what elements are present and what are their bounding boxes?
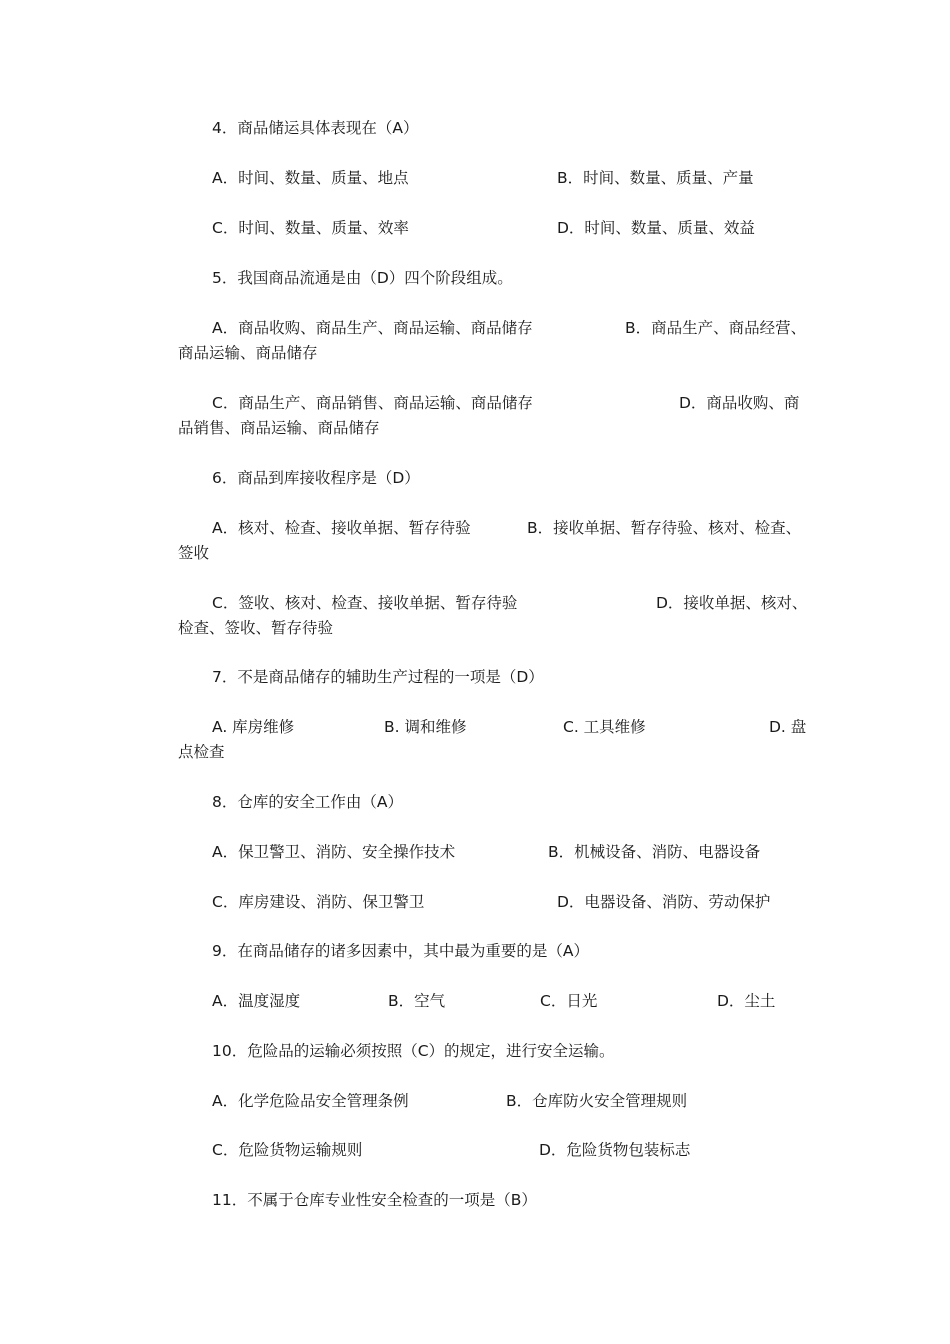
question-5-option-c: C．商品生产、商品销售、商品运输、商品储存 — [212, 394, 533, 412]
question-5-option-d-continued: 品销售、商品运输、商品储存 — [178, 419, 380, 437]
question-10-option-a: A．化学危险品安全管理条例 — [212, 1092, 409, 1110]
question-5-option-b-continued: 商品运输、商品储存 — [178, 344, 318, 362]
question-6-option-c: C．签收、核对、检查、接收单据、暂存待验 — [212, 594, 518, 612]
question-9-stem: 9．在商品储存的诸多因素中，其中最为重要的是（A） — [212, 942, 589, 960]
question-4-option-a: A．时间、数量、质量、地点 — [212, 169, 409, 187]
question-9-option-c: C．日光 — [540, 992, 598, 1010]
question-9-option-d: D．尘土 — [717, 992, 776, 1010]
question-8-option-d: D．电器设备、消防、劳动保护 — [557, 893, 771, 911]
question-7-option-d-continued: 点检查 — [178, 743, 225, 761]
question-11-stem: 11．不属于仓库专业性安全检查的一项是（B） — [212, 1191, 537, 1209]
question-5-stem: 5．我国商品流通是由（D）四个阶段组成。 — [212, 269, 513, 287]
question-5-option-a: A．商品收购、商品生产、商品运输、商品储存 — [212, 319, 533, 337]
question-8-option-c: C．库房建设、消防、保卫警卫 — [212, 893, 425, 911]
question-6-stem: 6．商品到库接收程序是（D） — [212, 469, 420, 487]
question-6-option-a: A．核对、检查、接收单据、暂存待验 — [212, 519, 471, 537]
question-4-stem: 4．商品储运具体表现在（A） — [212, 119, 419, 137]
question-4-option-c: C．时间、数量、质量、效率 — [212, 219, 409, 237]
question-9-option-b: B．空气 — [388, 992, 446, 1010]
question-7-option-a: A. 库房维修 — [212, 718, 295, 736]
question-8-option-b: B．机械设备、消防、电器设备 — [548, 843, 761, 861]
question-4-option-b: B．时间、数量、质量、产量 — [557, 169, 754, 187]
question-6-option-b: B．接收单据、暂存待验、核对、检查、 — [527, 519, 802, 537]
question-9-option-a: A．温度湿度 — [212, 992, 301, 1010]
question-6-option-b-continued: 签收 — [178, 544, 210, 562]
question-6-option-d: D．接收单据、核对、 — [656, 594, 808, 612]
question-8-stem: 8．仓库的安全工作由（A） — [212, 793, 403, 811]
question-10-stem: 10．危险品的运输必须按照（C）的规定，进行安全运输。 — [212, 1042, 615, 1060]
question-8-option-a: A．保卫警卫、消防、安全操作技术 — [212, 843, 456, 861]
question-10-option-c: C．危险货物运输规则 — [212, 1141, 363, 1159]
question-10-option-d: D．危险货物包装标志 — [539, 1141, 691, 1159]
question-5-option-d: D．商品收购、商 — [679, 394, 800, 412]
question-6-option-d-continued: 检查、签收、暂存待验 — [178, 619, 334, 637]
question-5-option-b: B．商品生产、商品经营、 — [625, 319, 807, 337]
question-4-option-d: D．时间、数量、质量、效益 — [557, 219, 755, 237]
question-7-option-d: D. 盘 — [769, 718, 807, 736]
question-7-option-c: C. 工具维修 — [563, 718, 646, 736]
question-10-option-b: B．仓库防火安全管理规则 — [506, 1092, 688, 1110]
question-7-stem: 7．不是商品储存的辅助生产过程的一项是（D） — [212, 668, 544, 686]
question-7-option-b: B. 调和维修 — [384, 718, 467, 736]
